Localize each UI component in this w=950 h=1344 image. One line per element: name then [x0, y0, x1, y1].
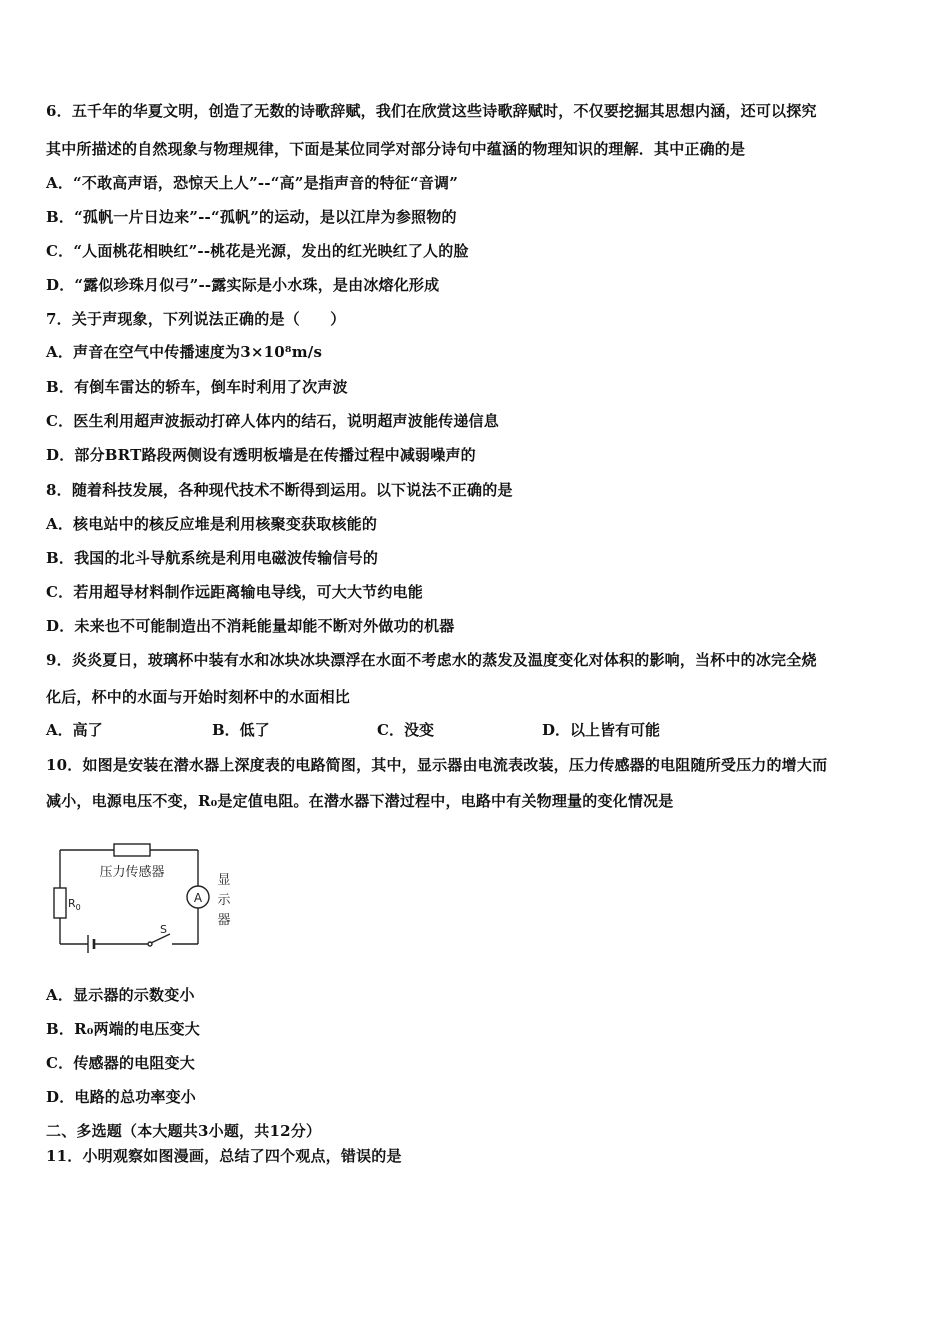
- q7-option-c: C．医生利用超声波振动打碎人体内的结石，说明超声波能传递信息: [46, 412, 499, 430]
- circuit-diagram: [44, 834, 244, 958]
- q10-option-b: B．R₀两端的电压变大: [46, 1020, 200, 1038]
- q8-option-a: A．核电站中的核反应堆是利用核聚变获取核能的: [46, 515, 378, 533]
- q9-option-b: B．低了: [212, 721, 270, 739]
- switch-label: S: [160, 923, 167, 936]
- display-char-3: 器: [217, 913, 231, 928]
- ammeter-label: A: [193, 891, 203, 905]
- q7-option-b: B．有倒车雷达的轿车，倒车时利用了次声波: [46, 378, 348, 396]
- q6-option-a: A．“不敢高声语，恐惊天上人”--“高”是指声音的特征“音调”: [46, 174, 459, 192]
- q9-options-row: [46, 720, 746, 740]
- q10-option-d: D．电路的总功率变小: [46, 1088, 197, 1106]
- sensor-label: 压力传感器: [99, 865, 165, 880]
- q8-option-c: C．若用超导材料制作远距离输电导线，可大大节约电能: [46, 583, 423, 601]
- q6-option-c: C．“人面桃花相映红”--桃花是光源，发出的红光映红了人的脸: [46, 242, 469, 260]
- pressure-sensor: [114, 844, 150, 856]
- resistor-r0: [54, 888, 66, 918]
- q6-stem-line1: 6．五千年的华夏文明，创造了无数的诗歌辞赋，我们在欣赏这些诗歌辞赋时，不仅要挖掘其思想内涵，还可以探究: [46, 102, 817, 120]
- section-heading: 二、多选题（本大题共3小题，共12分）: [46, 1122, 322, 1140]
- q10-option-a: A．显示器的示数变小: [46, 986, 195, 1004]
- q10-stem-line2: 减小，电源电压不变，R₀是定值电阻。在潜水器下潜过程中，电路中有关物理量的变化情况是: [46, 792, 674, 810]
- q11-stem: 11．小明观察如图漫画，总结了四个观点，错误的是: [46, 1147, 402, 1165]
- display-char-1: 显: [217, 873, 231, 888]
- q7-stem: 7．关于声现象，下列说法正确的是（ ）: [46, 310, 346, 328]
- q6-option-b: B．“孤帆一片日边来”--“孤帆”的运动，是以江岸为参照物的: [46, 208, 457, 226]
- q8-option-d: D．未来也不可能制造出不消耗能量却能不断对外做功的机器: [46, 617, 455, 635]
- q7-option-d: D．部分BRT路段两侧设有透明板墙是在传播过程中减弱噪声的: [46, 446, 476, 464]
- q6-option-d: D．“露似珍珠月似弓”--露实际是小水珠，是由冰熔化形成: [46, 276, 440, 294]
- q7-option-a: A．声音在空气中传播速度为3×10⁸m/s: [46, 343, 323, 361]
- q9-stem-line1: 9．炎炎夏日，玻璃杯中装有水和冰块冰块漂浮在水面不考虑水的蒸发及温度变化对体积的影响，当杯中的冰完全烧: [46, 651, 817, 669]
- q8-stem: 8．随着科技发展，各种现代技术不断得到运用。以下说法不正确的是: [46, 481, 513, 499]
- q10-stem-line1: 10．如图是安装在潜水器上深度表的电路简图，其中，显示器由电流表改装，压力传感器的电阻随所受压力的增大而: [46, 756, 828, 774]
- q10-option-c: C．传感器的电阻变大: [46, 1054, 195, 1072]
- q8-option-b: B．我国的北斗导航系统是利用电磁波传输信号的: [46, 549, 379, 567]
- q9-option-a: A．高了: [46, 721, 103, 739]
- q9-option-c: C．没变: [377, 721, 434, 739]
- q9-option-d: D．以上皆有可能: [542, 721, 661, 739]
- display-char-2: 示: [217, 893, 231, 908]
- q9-stem-line2: 化后，杯中的水面与开始时刻杯中的水面相比: [46, 688, 351, 706]
- r0-label: $R_0$: [68, 897, 81, 912]
- q6-stem-line2: 其中所描述的自然现象与物理规律，下面是某位同学对部分诗句中蕴涵的物理知识的理解．其中正确的是: [46, 140, 746, 158]
